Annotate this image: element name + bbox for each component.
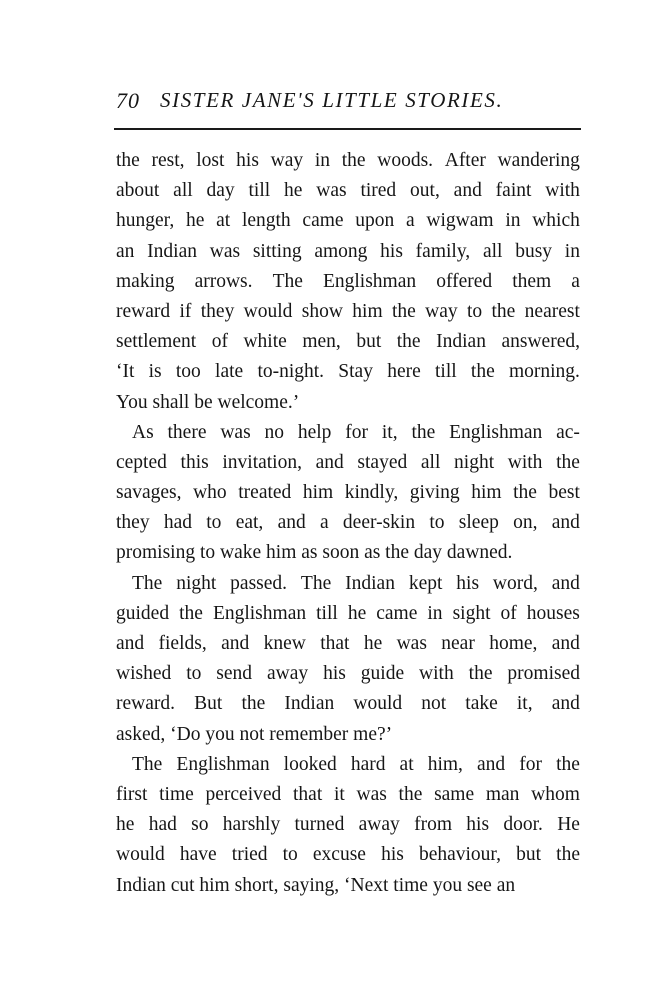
text-line: would have tried to excuse his behaviour, but the [116,844,580,866]
header-rule [114,128,581,130]
body-text [116,146,580,901]
text-line: reward if they would show him the way to the nearest [116,300,580,322]
text-line: The night passed. The Indian kept his word, and [132,572,580,594]
text-line: and fields, and knew that he was near home, and [116,633,580,654]
text-line: hunger, he at length came upon a wigwam in which [116,210,580,232]
text-line: guided the Englishman till he came in sight of houses [116,602,580,624]
text-line: first time perceived that it was the same man whom [116,783,580,805]
text-line: wished to send away his guide with the promised [116,663,580,685]
text-line: As there was no help for it, the Englishman ac- [132,421,580,443]
text-line: about all day till he was tired out, and faint with [116,180,580,202]
text-line: they had to eat, and a deer-skin to sleep on, and [116,512,580,534]
text-line: reward. But the Indian would not take it, and [116,693,580,715]
text-line: Indian cut him short, saying, ‘Next time you see an [116,874,516,896]
page-header [116,88,580,124]
text-line: ‘It is too late to-night. Stay here till the morning. [116,361,580,383]
text-line: savages, who treated him kindly, giving him the best [116,482,580,504]
page-number: 70 [116,88,140,113]
running-title: SISTER JANE'S LITTLE STORIES. [160,88,504,112]
text-line: he had so harshly turned away from his door. He [116,814,580,836]
text-line: The Englishman looked hard at him, and for the [132,753,580,775]
text-line: You shall be welcome.’ [116,391,300,413]
text-line: asked, ‘Do you not remember me?’ [116,723,393,745]
text-line: settlement of white men, but the Indian answered, [116,331,580,353]
text-line: cepted this invitation, and stayed all night with the [116,451,580,473]
text-line: making arrows. The Englishman offered them a [116,270,580,292]
text-line: the rest, lost his way in the woods. After wandering [116,150,580,171]
text-line: an Indian was sitting among his family, all busy in [116,240,580,262]
text-line: promising to wake him as soon as the day dawned. [116,542,513,564]
